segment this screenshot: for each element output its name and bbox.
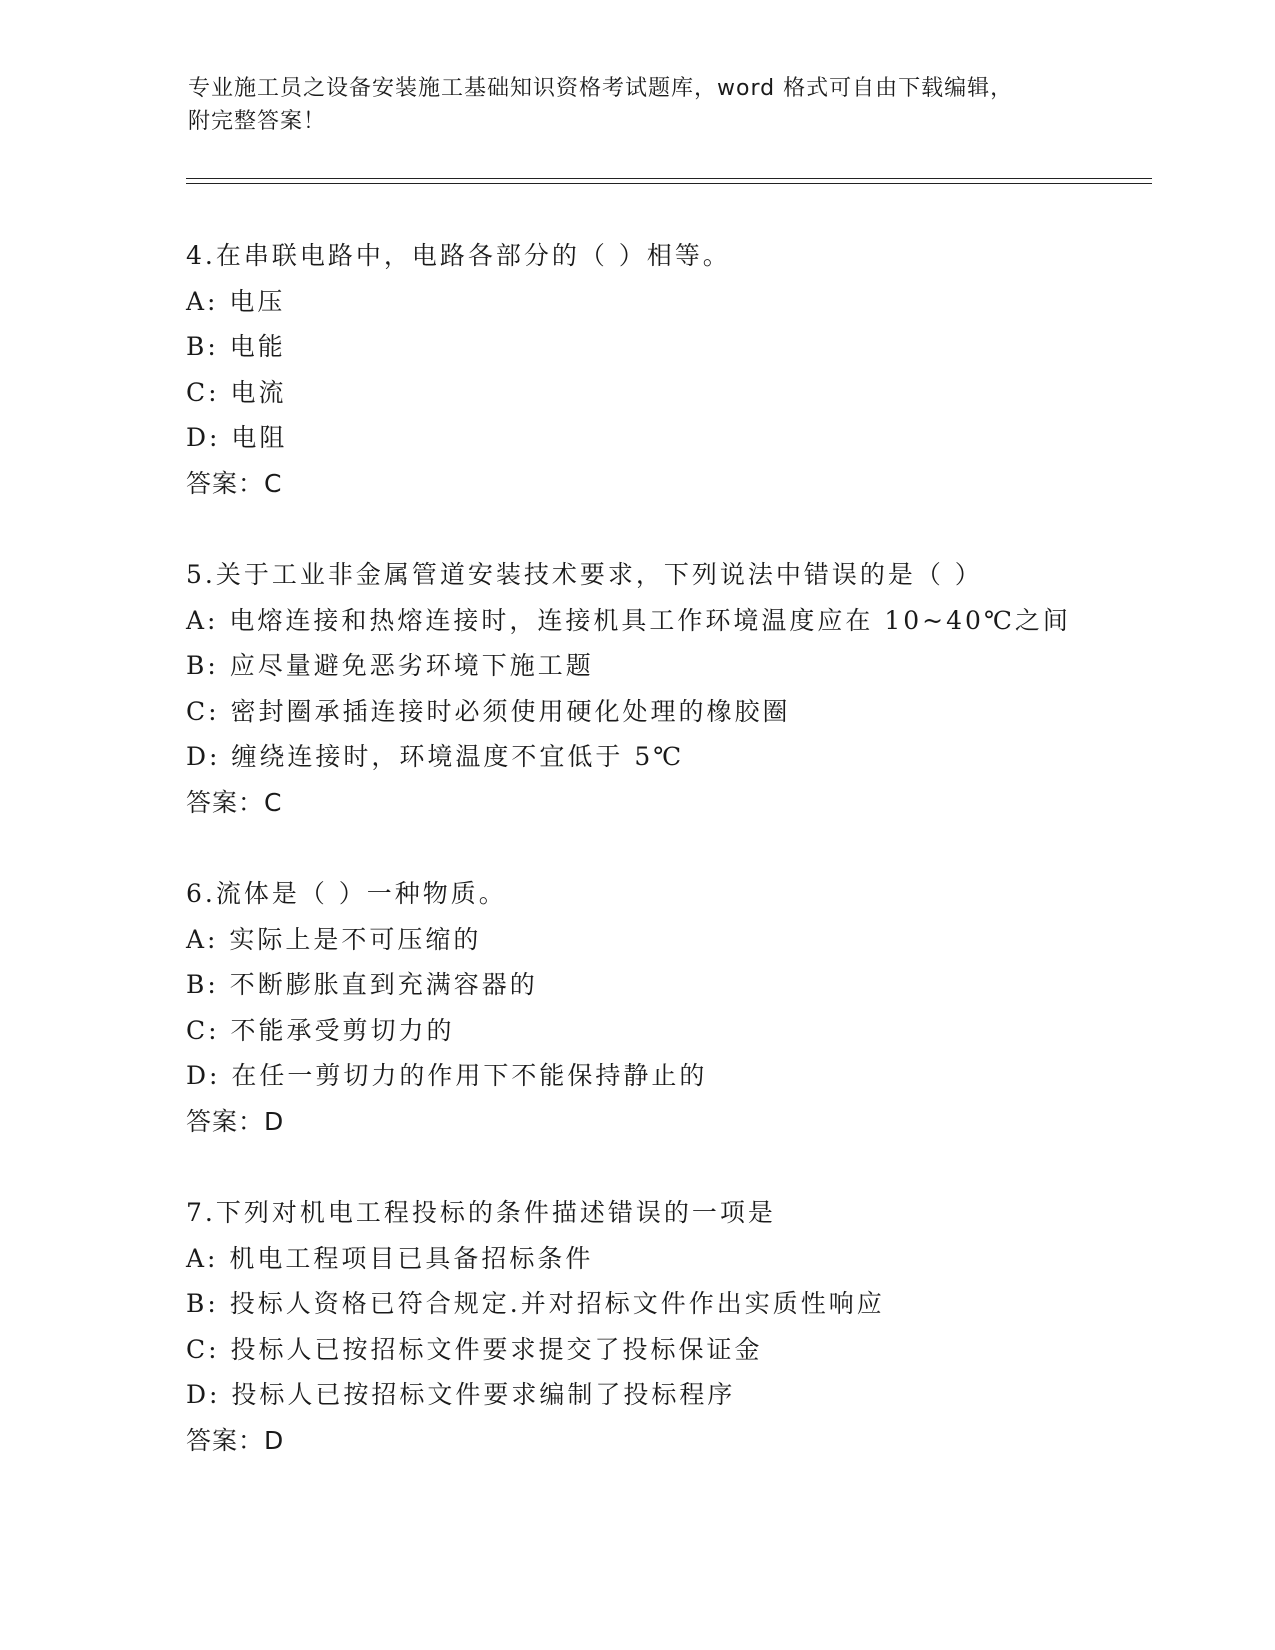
option-c: C: 投标人已按招标文件要求提交了投标保证金 <box>186 1334 763 1364</box>
answer-line: 答案：C <box>186 787 283 817</box>
header-line-1: 专业施工员之设备安装施工基础知识资格考试题库，word 格式可自由下载编辑， <box>188 76 1014 101</box>
question-5 <box>186 552 1166 826</box>
document-header <box>188 72 1088 138</box>
answer-line: 答案：D <box>186 1425 285 1455</box>
question-4 <box>186 233 1166 507</box>
question-stem: 5.关于工业非金属管道安装技术要求，下列说法中错误的是（ ） <box>186 560 983 589</box>
answer-line: 答案：D <box>186 1106 285 1136</box>
header-line-2: 附完整答案！ <box>188 109 327 134</box>
option-a: A: 电熔连接和热熔连接时，连接机具工作环境温度应在 10~40℃之间 <box>186 605 1071 635</box>
question-6 <box>186 871 1166 1145</box>
header-divider-bottom <box>186 183 1152 184</box>
option-b: B: 投标人资格已符合规定.并对招标文件作出实质性响应 <box>186 1289 885 1319</box>
option-c: C: 不能承受剪切力的 <box>186 1015 455 1045</box>
option-d: D: 电阻 <box>186 423 288 453</box>
question-7 <box>186 1190 1166 1464</box>
option-a: A: 机电工程项目已具备招标条件 <box>186 1243 594 1273</box>
option-c: C: 密封圈承插连接时必须使用硬化处理的橡胶圈 <box>186 696 791 726</box>
option-c: C: 电流 <box>186 377 287 407</box>
option-a: A: 实际上是不可压缩的 <box>186 924 482 954</box>
option-a: A: 电压 <box>186 286 286 316</box>
question-stem: 6.流体是（ ）一种物质。 <box>186 879 507 908</box>
answer-line: 答案：C <box>186 468 283 498</box>
option-d: D: 投标人已按招标文件要求编制了投标程序 <box>186 1380 736 1410</box>
option-b: B: 不断膨胀直到充满容器的 <box>186 970 538 1000</box>
option-d: D: 缠绕连接时，环境温度不宜低于 5℃ <box>186 742 685 772</box>
option-b: B: 应尽量避免恶劣环境下施工题 <box>186 651 594 681</box>
option-b: B: 电能 <box>186 332 286 362</box>
question-stem: 7.下列对机电工程投标的条件描述错误的一项是 <box>186 1198 776 1227</box>
option-d: D: 在任一剪切力的作用下不能保持静止的 <box>186 1061 708 1091</box>
header-divider-top <box>186 178 1152 179</box>
question-stem: 4.在串联电路中，电路各部分的（ ）相等。 <box>186 241 731 270</box>
